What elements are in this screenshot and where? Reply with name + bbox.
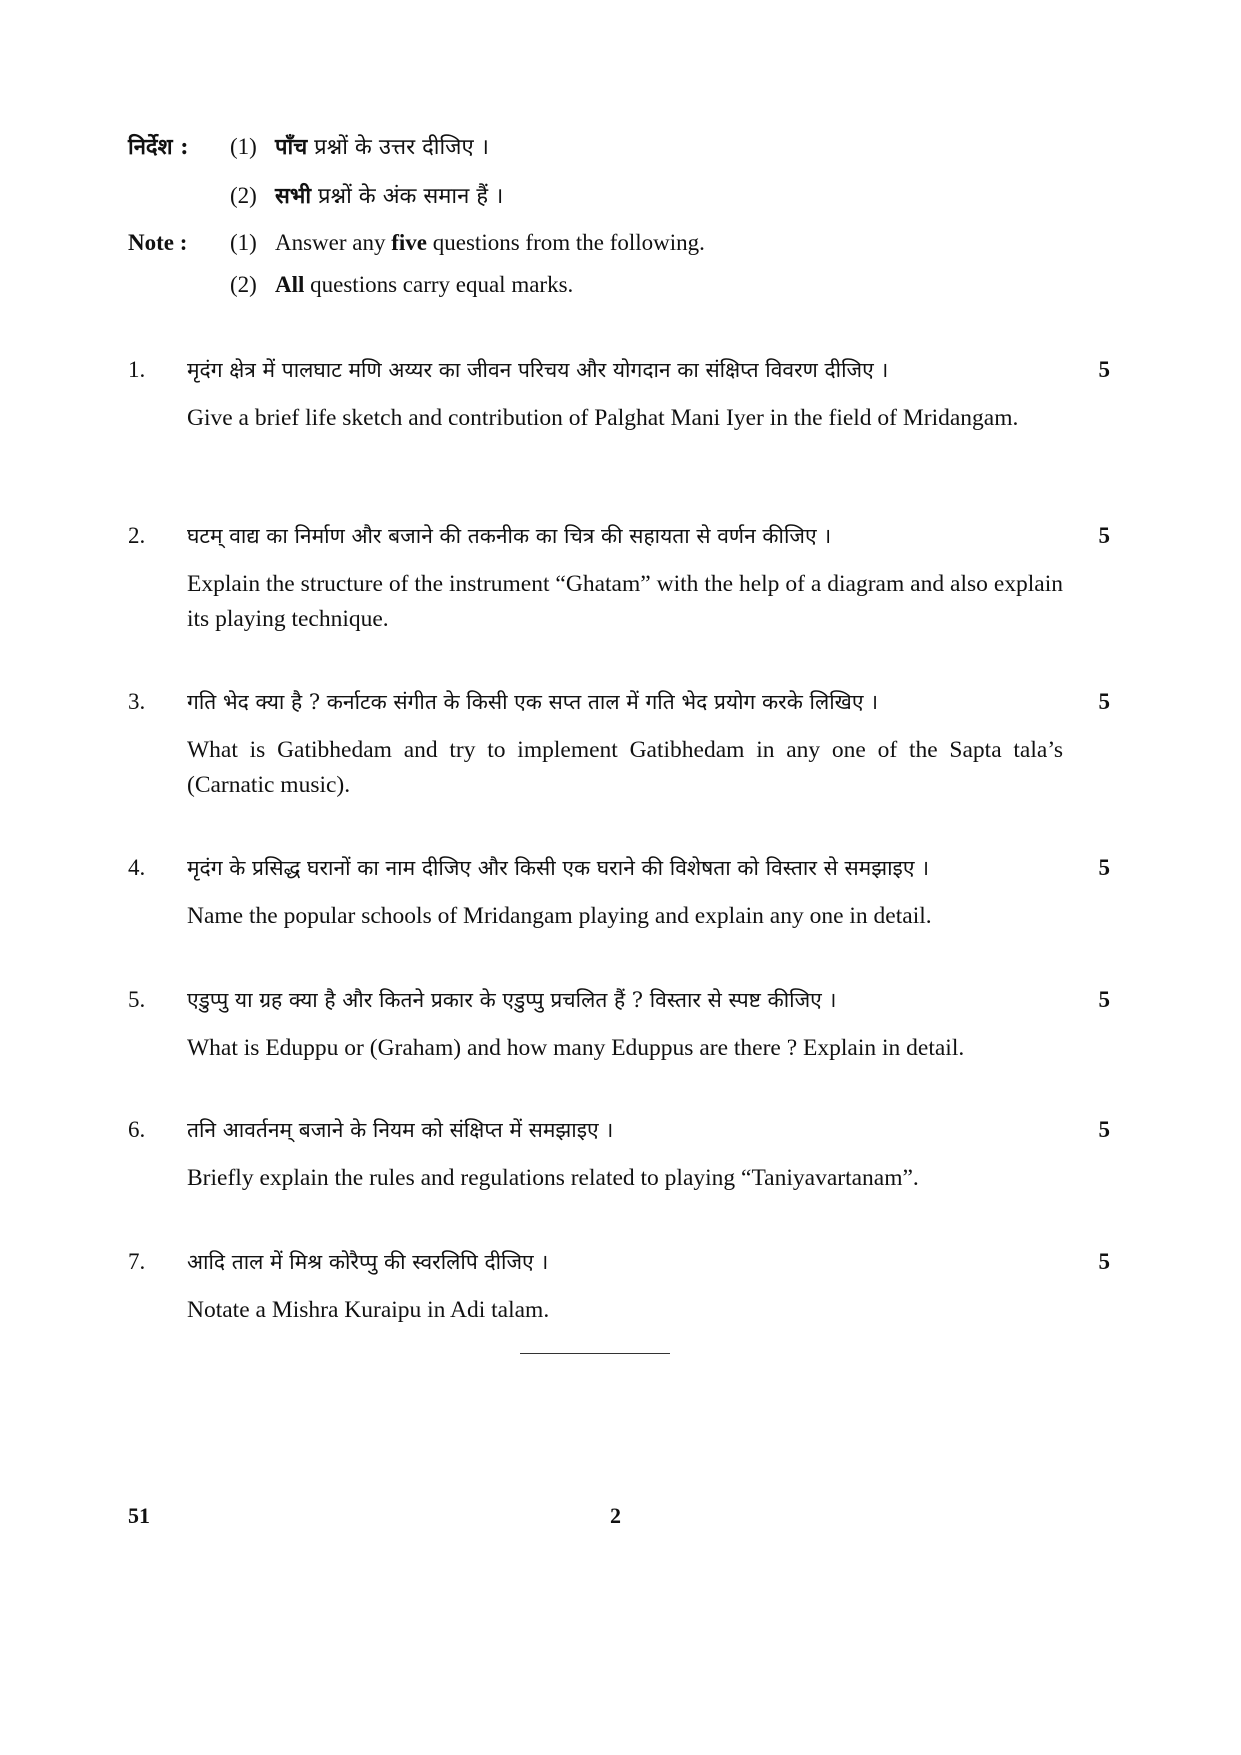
- question-hindi-text: घटम् वाद्य का निर्माण और बजाने की तकनीक का चित्र की सहायता से वर्णन कीजिए ।: [187, 524, 832, 548]
- question-number: 6.: [128, 1117, 146, 1142]
- question-english-text: What is Eduppu or (Graham) and how many Eduppus are there ? Explain in detail.: [187, 1035, 965, 1061]
- english-note-label: Note :: [128, 230, 188, 255]
- instruction-number: (2): [230, 183, 257, 208]
- question-english-text: Name the popular schools of Mridangam playing and explain any one in detail.: [187, 903, 932, 929]
- question-marks: 5: [1098, 689, 1110, 714]
- question-marks: 5: [1098, 357, 1110, 382]
- question-marks: 5: [1098, 855, 1110, 880]
- question-english-text: Briefly explain the rules and regulations related to playing “Taniyavartanam”.: [187, 1165, 919, 1191]
- question-english-text: Explain the structure of the instrument “Ghatam” with the help of a diagram and also explain its playing technique.: [187, 571, 1063, 632]
- instruction-emphasis: पाँच: [275, 134, 308, 160]
- instruction-rest: प्रश्नों के अंक समान हैं ।: [311, 184, 504, 209]
- instruction-rest: questions from the following.: [427, 230, 705, 255]
- question-hindi-text: मृदंग के प्रसिद्ध घरानों का नाम दीजिए और किसी एक घराने की विशेषता को विस्तार से समझाइए ।: [187, 856, 930, 880]
- question-hindi-text: मृदंग क्षेत्र में पालघाट मणि अय्यर का जीवन परिचय और योगदान का संक्षिप्त विवरण दीजिए ।: [187, 358, 889, 382]
- instruction-text: [275, 132, 489, 163]
- question-hindi-text: गति भेद क्या है ? कर्नाटक संगीत के किसी एक सप्त ताल में गति भेद प्रयोग करके लिखिए ।: [187, 690, 879, 714]
- question-english-text: Notate a Mishra Kuraipu in Adi talam.: [187, 1297, 550, 1323]
- question-number: 3.: [128, 689, 146, 714]
- question-marks: 5: [1098, 1117, 1110, 1142]
- instruction-rest: प्रश्नों के उत्तर दीजिए ।: [307, 135, 489, 160]
- instruction-number: (1): [230, 230, 257, 255]
- instruction-emphasis: five: [391, 230, 428, 255]
- paper-code: 51: [128, 1503, 150, 1528]
- question-english-text: Give a brief life sketch and contribution of Palghat Mani Iyer in the field of Mridangam.: [187, 405, 1019, 431]
- question-hindi-text: आदि ताल में मिश्र कोरैप्पु की स्वरलिपि दीजिए ।: [187, 1250, 549, 1274]
- question-hindi-text: एडुप्पु या ग्रह क्या है और कितने प्रकार के एडुप्पु प्रचलित हैं ? विस्तार से स्पष्ट कीजिए ।: [187, 988, 837, 1012]
- question-marks: 5: [1098, 1249, 1110, 1274]
- end-of-paper-divider: [520, 1353, 670, 1354]
- instruction-rest: questions carry equal marks.: [304, 272, 574, 297]
- instruction-emphasis: सभी: [275, 183, 312, 209]
- question-marks: 5: [1098, 523, 1110, 548]
- instruction-text: [275, 228, 705, 258]
- question-number: 5.: [128, 987, 146, 1012]
- question-number: 2.: [128, 523, 146, 548]
- instruction-emphasis: All: [275, 272, 305, 297]
- hindi-instructions-label: निर्देश :: [128, 134, 189, 160]
- question-hindi-text: तनि आवर्तनम् बजाने के नियम को संक्षिप्त में समझाइए ।: [187, 1118, 614, 1142]
- page-number: 2: [610, 1503, 621, 1528]
- instruction-text: [275, 270, 573, 300]
- question-number: 7.: [128, 1249, 146, 1274]
- instruction-number: (2): [230, 272, 257, 297]
- question-marks: 5: [1098, 987, 1110, 1012]
- question-number: 4.: [128, 855, 146, 880]
- question-english-text: What is Gatibhedam and try to implement Gatibhedam in any one of the Sapta tala’s (Carnatic music).: [187, 737, 1063, 798]
- instruction-text: [275, 181, 503, 212]
- instruction-number: (1): [230, 134, 257, 159]
- instruction-pre: Answer any: [275, 230, 392, 255]
- question-number: 1.: [128, 357, 146, 382]
